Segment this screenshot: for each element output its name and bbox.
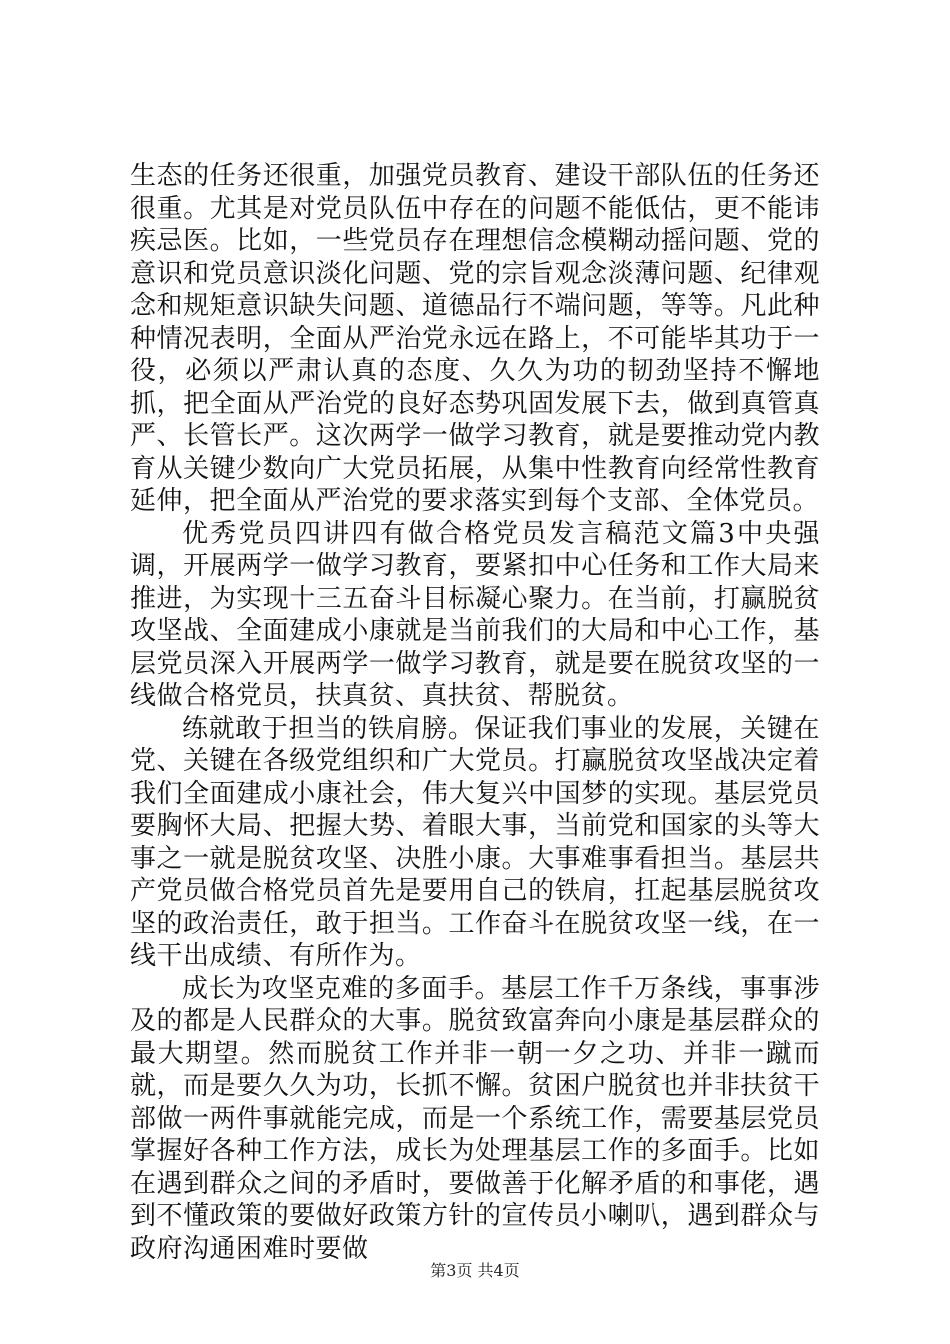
paragraph-4: 成长为攻坚克难的多面手。基层工作千万条线，事事涉及的都是人民群众的大事。脱贫致富奔向小康是基层群众的最大期望。然而脱贫工作并非一朝一夕之功、并非一蹴而就，而是要久久为功，长抓不懈。贫困户脱贫也并非扶贫干部做一两件事就能完成，而是一个系统工作，需要基层党员掌握好各种工作方法，成长为处理基层工作的多面手。比如在遇到群众之间的矛盾时，要做善于化解矛盾的和事佬，遇到不懂政策的要做好政策方针的宣传员小喇叭，遇到群众与政府沟通困难时要做 <box>130 973 820 1264</box>
document-body <box>130 160 820 1265</box>
paragraph-3: 练就敢于担当的铁肩膀。保证我们事业的发展，关键在党、关键在各级党组织和广大党员。打赢脱贫攻坚战决定着我们全面建成小康社会，伟大复兴中国梦的实现。基层党员要胸怀大局、把握大势、着眼大事，当前党和国家的头等大事之一就是脱贫攻坚、决胜小康。大事难事看担当。基层共产党员做合格党员首先是要用自己的铁肩，扛起基层脱贫攻坚的政治责任，敢于担当。工作奋斗在脱贫攻坚一线，在一线干出成绩、有所作为。 <box>130 713 820 971</box>
paragraph-2: 优秀党员四讲四有做合格党员发言稿范文篇3中央强调，开展两学一做学习教育，要紧扣中心任务和工作大局来推进，为实现十三五奋斗目标凝心聚力。在当前，打赢脱贫攻坚战、全面建成小康就是当前我们的大局和中心工作，基层党员深入开展两学一做学习教育，就是要在脱贫攻坚的一线做合格党员，扶真贫、真扶贫、帮脱贫。 <box>130 518 820 711</box>
page-footer: 第3页 共4页 <box>430 1261 520 1280</box>
paragraph-1: 生态的任务还很重，加强党员教育、建设干部队伍的任务还很重。尤其是对党员队伍中存在的问题不能低估，更不能讳疾忌医。比如，一些党员存在理想信念模糊动摇问题、党的意识和党员意识淡化问题、党的宗旨观念淡薄问题、纪律观念和规矩意识缺失问题、道德品行不端问题，等等。凡此种种情况表明，全面从严治党永远在路上，不可能毕其功于一役，必须以严肃认真的态度、久久为功的韧劲坚持不懈地抓，把全面从严治党的良好态势巩固发展下去，做到真管真严、长管长严。这次两学一做学习教育，就是要推动党内教育从关键少数向广大党员拓展，从集中性教育向经常性教育延伸，把全面从严治党的要求落实到每个支部、全体党员。 <box>130 161 820 516</box>
